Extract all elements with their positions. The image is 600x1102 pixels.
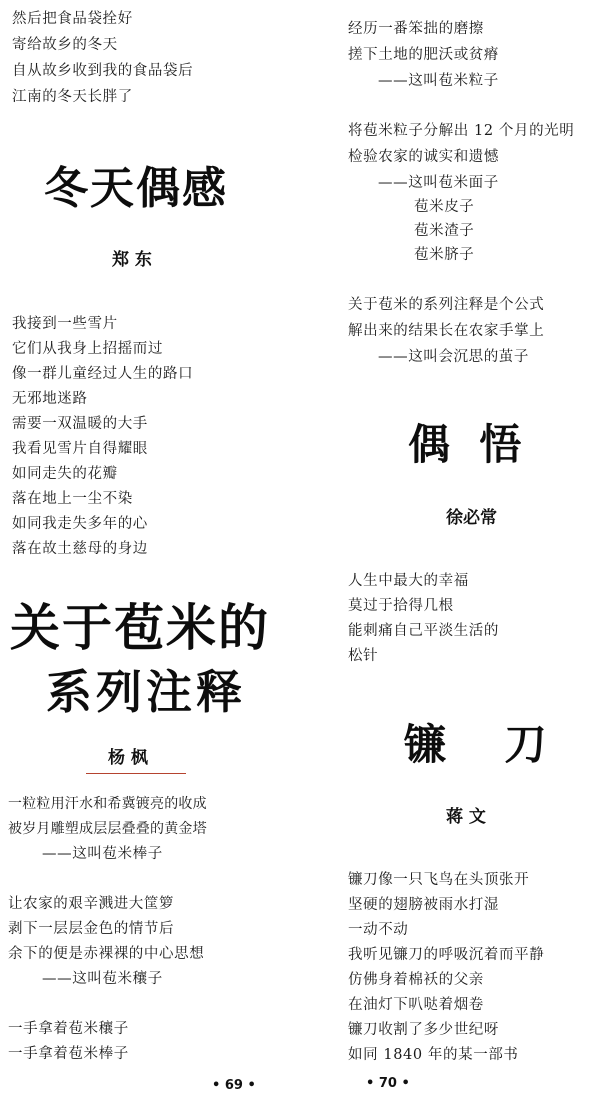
poem-line: 剥下一层层金色的情节后 [8, 921, 175, 937]
poem-line: 一手拿着苞米穰子 [8, 1021, 129, 1037]
poem-line: 我看见雪片自得耀眼 [12, 441, 148, 457]
poem-line: 被岁月雕塑成层层叠叠的黄金塔 [8, 821, 207, 837]
author-underline [86, 773, 186, 774]
poem-line: 落在故土慈母的身边 [12, 541, 148, 557]
poem-line: 江南的冬天长胖了 [12, 89, 133, 105]
poem-line: 一动不动 [348, 922, 409, 938]
poem-line: 经历一番笨拙的磨擦 [348, 21, 484, 37]
poem-line: 关于苞米的系列注释是个公式 [348, 297, 545, 313]
poem-line: 我接到一些雪片 [12, 316, 118, 332]
poem-line: 寄给故乡的冬天 [12, 37, 118, 53]
poem-line: 一粒粒用汗水和希冀镀亮的收成 [8, 796, 207, 812]
poem-line: ——这叫苞米穰子 [42, 971, 163, 987]
poem-line: 苞米脐子 [414, 247, 475, 263]
poem-line: 让农家的艰辛溅进大筐箩 [8, 896, 175, 912]
poem-line: ——这叫会沉思的茧子 [378, 349, 529, 365]
poem-line: 苞米渣子 [414, 223, 475, 239]
poem-author: 徐必常 [446, 508, 497, 528]
poem-line: ——这叫苞米面子 [378, 175, 499, 191]
poem-line: 镰刀收割了多少世纪呀 [348, 1022, 499, 1038]
poem-line: 松针 [348, 648, 379, 664]
poem-line: 检验农家的诚实和遗憾 [348, 149, 499, 165]
poem-line: 如同我走失多年的心 [12, 516, 148, 532]
right-page [300, 0, 600, 1102]
poem-line: 人生中最大的幸福 [348, 573, 469, 589]
poem-line: 解出来的结果长在农家手掌上 [348, 323, 545, 339]
poem-author: 郑 东 [112, 250, 152, 270]
poem-line: 镰刀像一只飞鸟在头顶张开 [348, 872, 530, 888]
poem-line: 坚硬的翅膀被雨水打湿 [348, 897, 499, 913]
poem-line: 落在地上一尘不染 [12, 491, 133, 507]
poem-line: 余下的便是赤裸裸的中心思想 [8, 946, 205, 962]
poem-line: 我听见镰刀的呼吸沉着而平静 [348, 947, 545, 963]
page-number: • 69 • [212, 1078, 256, 1093]
poem-author: 蒋 文 [446, 807, 486, 827]
poem-title: 偶 悟 [408, 420, 522, 469]
poem-line: 莫过于拾得几根 [348, 598, 454, 614]
poem-line: 搓下土地的肥沃或贫瘠 [348, 47, 499, 63]
poem-line: 在油灯下叭哒着烟卷 [348, 997, 484, 1013]
poem-line: 像一群儿童经过人生的路口 [12, 366, 194, 382]
poem-line: 然后把食品袋拴好 [12, 11, 133, 27]
poem-line: 一手拿着苞米棒子 [8, 1046, 129, 1062]
poem-line: ——这叫苞米粒子 [378, 73, 499, 89]
poem-line: 它们从我身上招摇而过 [12, 341, 163, 357]
poem-line: 如同走失的花瓣 [12, 466, 118, 482]
poem-title: 镰 刀 [404, 720, 547, 769]
page-number: • 70 • [366, 1076, 410, 1091]
poem-line: 无邪地迷路 [12, 391, 88, 407]
poem-line: ——这叫苞米棒子 [42, 846, 163, 862]
poem-title-line1: 关于苞米的 [10, 598, 270, 657]
poem-line: 仿佛身着棉袄的父亲 [348, 972, 484, 988]
poem-title: 冬天偶感 [44, 163, 228, 214]
poem-line: 需要一双温暖的大手 [12, 416, 148, 432]
poem-title-line2: 系列注释 [46, 665, 246, 719]
poem-author: 杨 枫 [108, 748, 148, 768]
poem-line: 能刺痛自己平淡生活的 [348, 623, 499, 639]
poem-line: 苞米皮子 [414, 199, 475, 215]
poem-line: 如同 1840 年的某一部书 [348, 1047, 519, 1063]
poem-line: 将苞米粒子分解出 12 个月的光明 [348, 123, 575, 139]
poem-line: 自从故乡收到我的食品袋后 [12, 63, 194, 79]
